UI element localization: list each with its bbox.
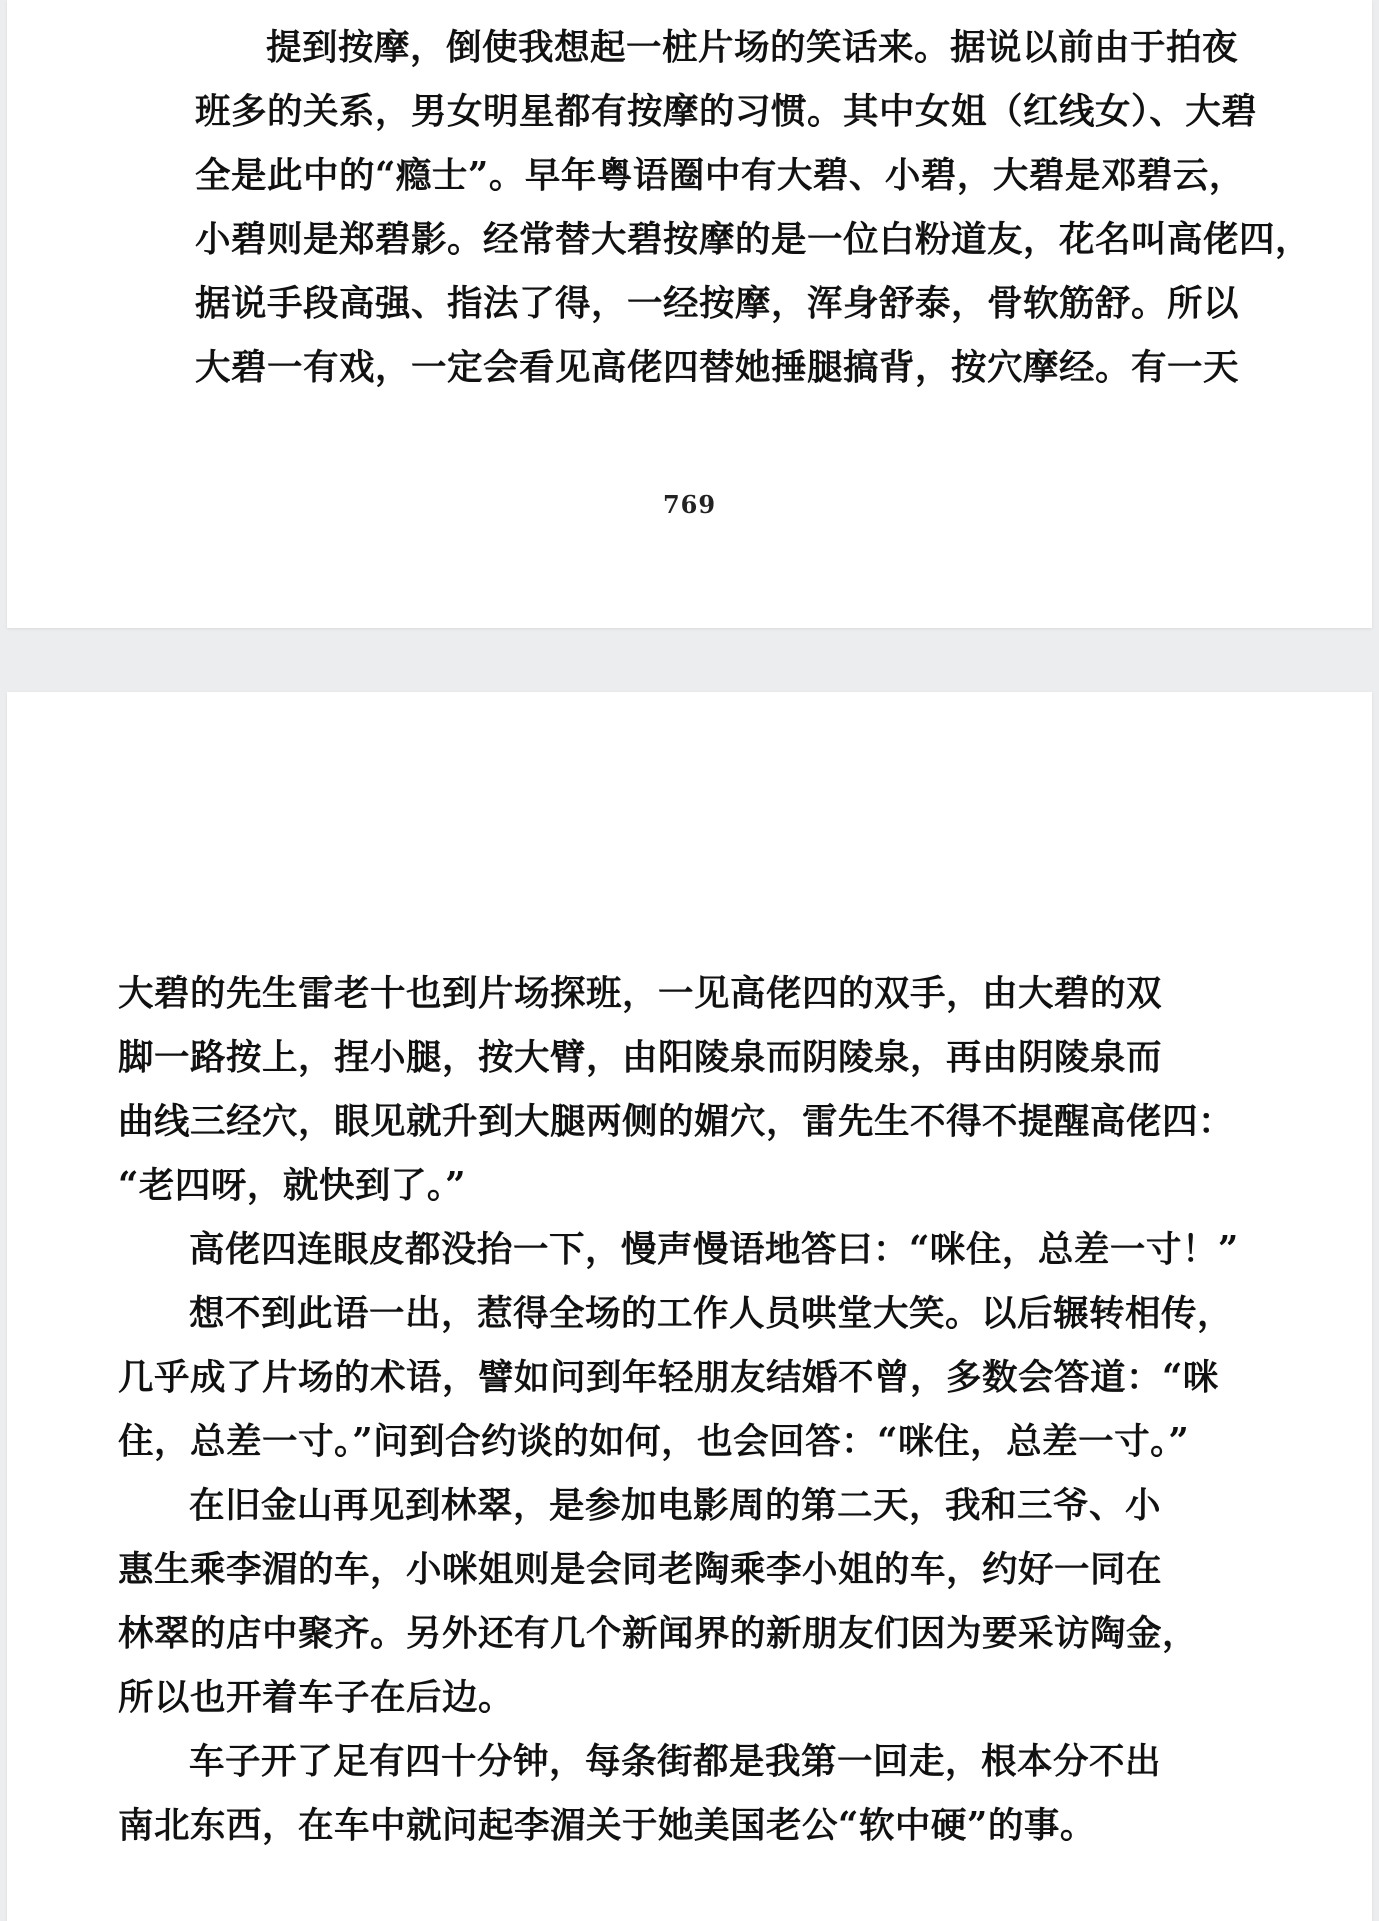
document-page-top <box>7 0 1372 628</box>
page-number: 769 <box>662 490 717 519</box>
text-line: 林翠的店中聚齐。另外还有几个新闻界的新朋友们因为要采访陶金， <box>118 1613 1199 1654</box>
page-text <box>118 962 1239 1858</box>
text-line: 脚一路按上，捏小腿，按大臂，由阳陵泉而阴陵泉，再由阴陵泉而 <box>118 1037 1163 1078</box>
text-line: 曲线三经穴，眼见就升到大腿两侧的媚穴，雷先生不得不提醒高佬四： <box>118 1101 1235 1142</box>
text-line: 大碧一有戏，一定会看见高佬四替她捶腿搞背，按穴摩经。有一天 <box>195 347 1240 388</box>
page-text <box>195 16 1312 400</box>
text-line: 全是此中的“瘾士”。早年粤语圈中有大碧、小碧，大碧是邓碧云， <box>195 155 1245 196</box>
text-line: 提到按摩，倒使我想起一桩片场的笑话来。据说以前由于拍夜 <box>266 27 1239 68</box>
text-line: “老四呀，就快到了。” <box>118 1165 467 1206</box>
document-page-bottom <box>7 692 1372 1921</box>
text-line: 住，总差一寸。”问到合约谈的如何，也会回答：“咪住，总差一寸。” <box>118 1421 1190 1462</box>
text-line: 几乎成了片场的术语，譬如问到年轻朋友结婚不曾，多数会答道：“咪 <box>118 1357 1219 1398</box>
text-line: 所以也开着车子在后边。 <box>118 1677 515 1718</box>
text-line: 小碧则是郑碧影。经常替大碧按摩的是一位白粉道友，花名叫高佬四， <box>195 219 1312 260</box>
text-line: 在旧金山再见到林翠，是参加电影周的第二天，我和三爷、小 <box>189 1485 1162 1526</box>
text-line: 班多的关系，男女明星都有按摩的习惯。其中女姐（红线女）、大碧 <box>195 91 1258 132</box>
text-line: 惠生乘李湄的车，小咪姐则是会同老陶乘李小姐的车，约好一同在 <box>118 1549 1163 1590</box>
text-line: 据说手段高强、指法了得，一经按摩，浑身舒泰，骨软筋舒。所以 <box>195 283 1240 324</box>
text-line: 想不到此语一出，惹得全场的工作人员哄堂大笑。以后辗转相传， <box>189 1293 1234 1334</box>
text-line: 南北东西，在车中就问起李湄关于她美国老公“软中硬”的事。 <box>118 1805 1096 1846</box>
text-line: 大碧的先生雷老十也到片场探班，一见高佬四的双手，由大碧的双 <box>118 973 1163 1014</box>
text-line: 高佬四连眼皮都没抬一下，慢声慢语地答曰：“咪住，总差一寸！” <box>189 1229 1239 1270</box>
text-line: 车子开了足有四十分钟，每条街都是我第一回走，根本分不出 <box>189 1741 1162 1782</box>
